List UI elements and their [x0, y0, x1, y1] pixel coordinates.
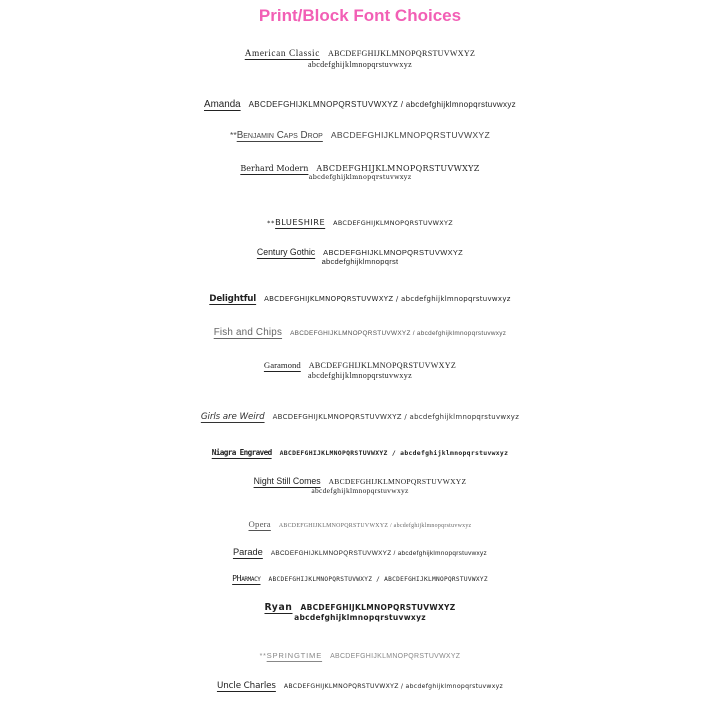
font-name: Benjamin Caps Drop: [236, 130, 323, 141]
font-sample: ABCDEFGHIJKLMNOPQRSTUVWXYZ / ABCDEFGHIJKLMNOPQRSTUVWXYZ: [268, 576, 488, 583]
font-name: Berhard Modern: [240, 164, 309, 173]
font-name: Parade: [232, 547, 263, 557]
font-sample: ABCDEFGHIJKLMNOPQRSTUVWXYZ / abcdefghijklmnopqrstuvwxyz: [270, 550, 488, 557]
font-name: Ryan: [264, 602, 293, 613]
font-sample: ABCDEFGHIJKLMNOPQRSTUVWXYZ / abcdefghijklmnopqrstuvwxyz: [272, 413, 520, 421]
font-sample-uppercase: ABCDEFGHIJKLMNOPQRSTUVWXYZ: [323, 248, 464, 257]
font-entry-opera: [0, 519, 720, 530]
font-sample-lowercase: abcdefghijklmnopqrstuvwxyz: [308, 59, 412, 69]
font-sample: ABCDEFGHIJKLMNOPQRSTUVWXYZ / abcdefghijklmnopqrstuvwxyz: [283, 683, 504, 690]
page-title: Print/Block Font Choices: [258, 6, 462, 25]
font-name: PHarmacy: [232, 573, 261, 583]
font-entry-american-classic: [0, 49, 720, 69]
font-entry-fish-and-chips: [0, 327, 720, 338]
font-entry-benjamin-caps-drop: [0, 130, 720, 141]
font-entry-blueshire: [0, 218, 720, 227]
font-name: Opera: [248, 519, 271, 529]
font-sample: ABCDEFGHIJKLMNOPQRSTUVWXYZ / abcdefghijklmnopqrstuvwxyz: [279, 449, 509, 457]
font-sample-lowercase: abcdefghijklmnopqrstuvwxyz: [294, 612, 426, 622]
font-name: Amanda: [204, 99, 241, 110]
font-sample-uppercase: ABCDEFGHIJKLMNOPQRSTUVWXYZ: [300, 603, 456, 612]
font-entry-garamond: [0, 360, 720, 381]
font-name: Century Gothic: [256, 247, 316, 257]
font-prefix-marker: **: [267, 219, 276, 227]
font-entry-amanda: [0, 99, 720, 110]
font-sample-lowercase: abcdefghijklmnopqrstuvwxyz: [308, 370, 412, 380]
font-name: Niagra Engraved: [211, 448, 272, 457]
font-entry-springtime: [0, 652, 720, 661]
font-sample-uppercase: ABCDEFGHIJKLMNOPQRSTUVWXYZ: [327, 49, 476, 58]
font-sample: ABCDEFGHIJKLMNOPQRSTUVWXYZ: [330, 130, 490, 140]
font-entry-ryan: [0, 603, 720, 622]
font-sample: ABCDEFGHIJKLMNOPQRSTUVWXYZ: [330, 653, 461, 660]
font-sample: ABCDEFGHIJKLMNOPQRSTUVWXYZ / abcdefghijklmnopqrstuvwxyz: [264, 295, 511, 303]
font-entry-parade: [0, 547, 720, 558]
font-sample: ABCDEFGHIJKLMNOPQRSTUVWXYZ / abcdefghijklmnopqrstuvwxyz: [278, 523, 472, 529]
font-entry-night-still-comes: [0, 476, 720, 495]
font-name: Girls are Weird: [200, 412, 265, 422]
font-entry-pharmacy: [0, 574, 720, 583]
font-sample-uppercase: ABCDEFGHIJKLMNOPQRSTUVWXYZ: [328, 477, 467, 486]
font-sample-lowercase: abcdefghijklmnopqrstuvwxyz: [311, 485, 409, 495]
font-sample: ABCDEFGHIJKLMNOPQRSTUVWXYZ: [333, 219, 453, 227]
font-sample-lowercase: abcdefghijklmnopqrstuvwxyz: [308, 172, 412, 181]
font-name: SPRINGTIME: [266, 651, 323, 660]
font-name: American Classic: [244, 49, 320, 59]
font-name: Garamond: [263, 360, 301, 370]
font-name: Night Still Comes: [253, 476, 321, 486]
font-name: Delightful: [209, 294, 257, 304]
font-entry-berhard-modern: [0, 164, 720, 181]
font-name: Uncle Charles: [216, 681, 276, 691]
font-entry-uncle-charles: [0, 681, 720, 691]
font-sample: ABCDEFGHIJKLMNOPQRSTUVWXYZ / abcdefghijklmnopqrstuvwxyz: [290, 330, 507, 337]
font-name: BLUESHIRE: [275, 217, 326, 227]
font-entry-delightful: [0, 294, 720, 304]
font-name: Fish and Chips: [213, 327, 283, 338]
font-sample-uppercase: ABCDEFGHIJKLMNOPQRSTUVWXYZ: [308, 361, 457, 370]
font-prefix-marker: **: [230, 130, 237, 140]
font-prefix-marker: **: [259, 653, 267, 660]
font-sample-uppercase: ABCDEFGHIJKLMNOPQRSTUVWXYZ: [316, 164, 480, 173]
font-sample: ABCDEFGHIJKLMNOPQRSTUVWXYZ / abcdefghijklmnopqrstuvwxyz: [248, 100, 516, 109]
font-sample-lowercase: abcdefghijklmnopqrst: [321, 256, 399, 266]
font-entry-niagra-engraved: [0, 449, 720, 458]
font-entry-century-gothic: [0, 247, 720, 266]
font-entry-girls-are-weird: [0, 412, 720, 422]
